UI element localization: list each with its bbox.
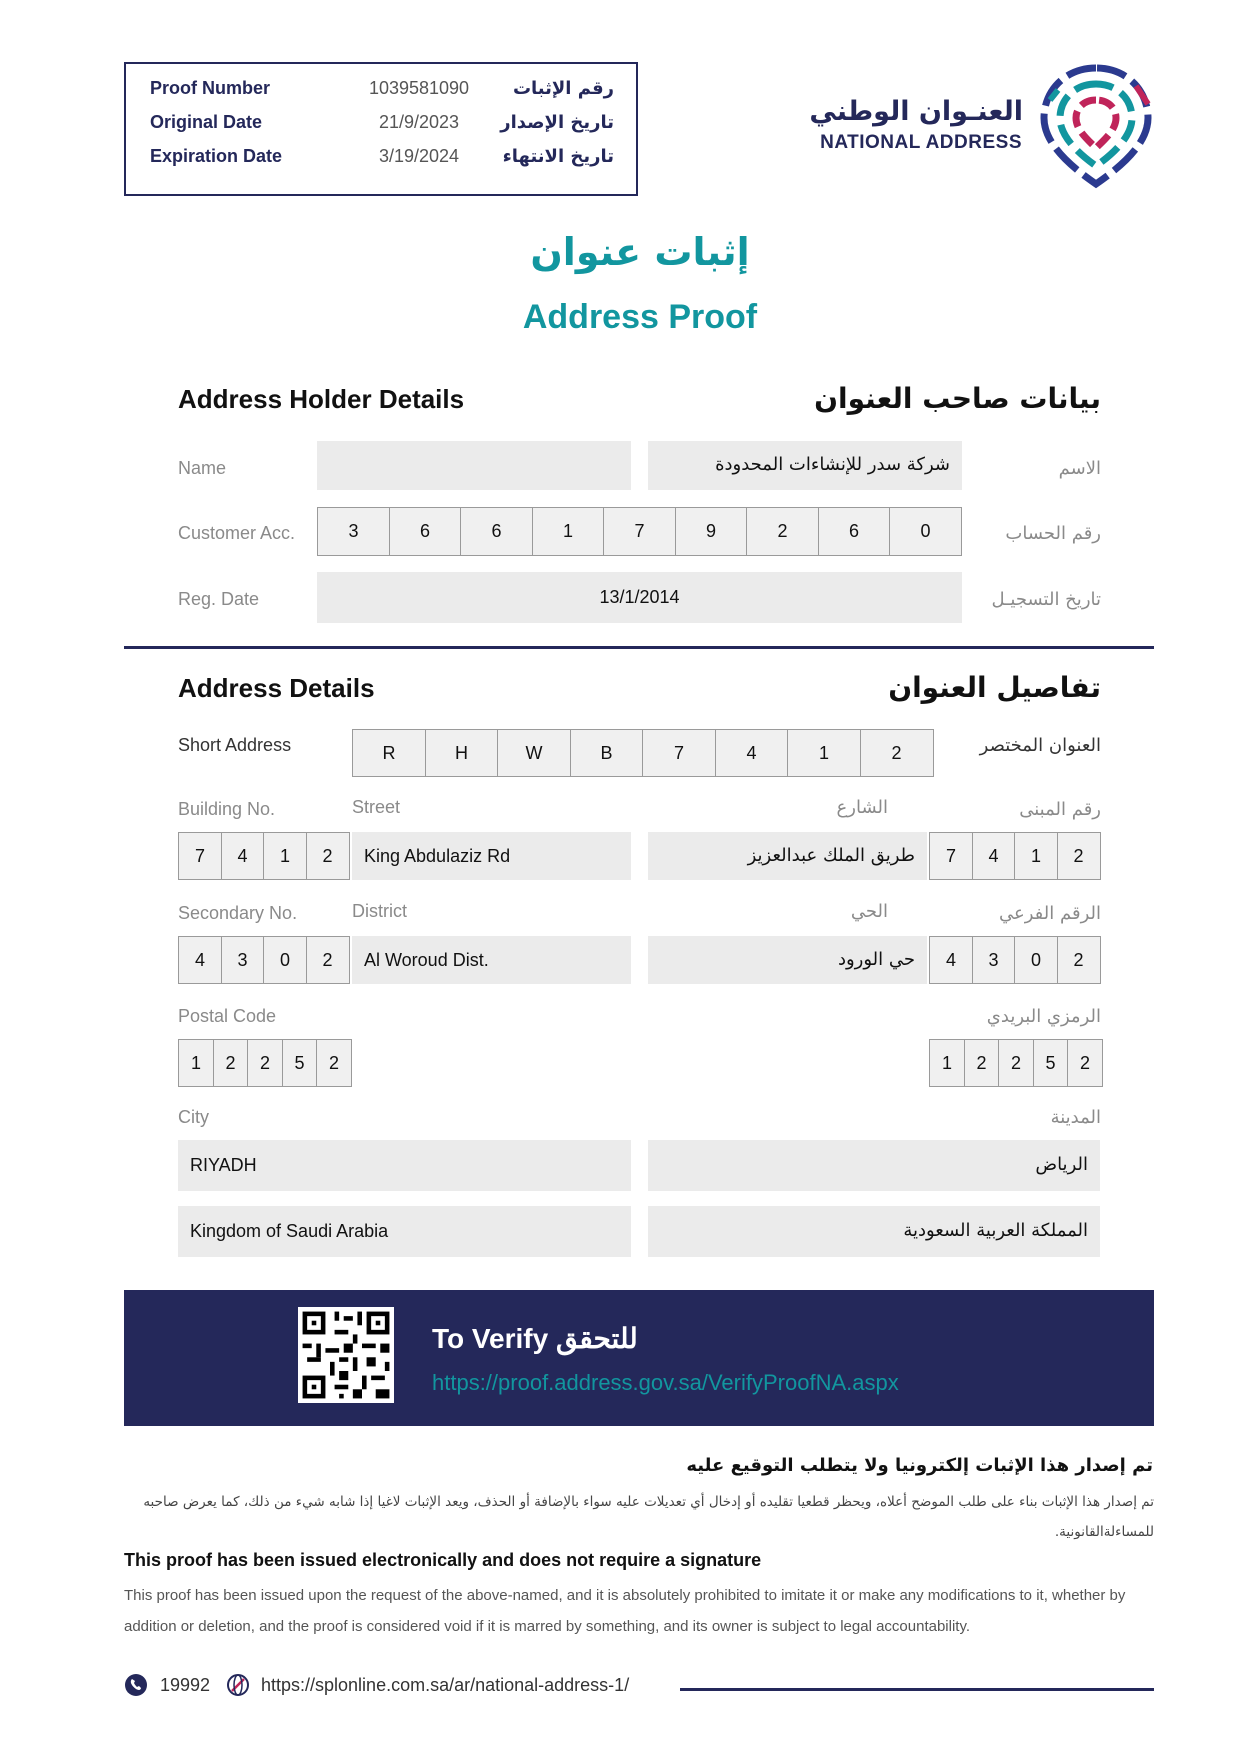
account-digit-cell: 9 (675, 507, 748, 556)
street-field-ar (648, 832, 927, 880)
country-field-en (178, 1206, 631, 1257)
footer-website-link[interactable]: https://splonline.com.sa/ar/national-address-1/ (261, 1675, 630, 1695)
postal-digit-cell: 5 (1033, 1039, 1069, 1087)
postal-code-cells-ar (929, 1039, 1103, 1087)
building-number-cells-en (178, 832, 350, 880)
footer-phone-number[interactable]: 19992 (160, 1675, 211, 1695)
proof-number-label-ar: رقم الإثبات (512, 78, 614, 99)
logo-text-en: NATIONAL ADDRESS (820, 132, 1022, 153)
name-field-en (317, 441, 631, 490)
building-label-en: Building No. (178, 799, 276, 819)
reg-date-value: 13/1/2014 (599, 587, 680, 607)
footer-rule (680, 1688, 1154, 1691)
account-digit-cell: 6 (389, 507, 462, 556)
holder-heading-ar: بيانات صاحب العنوان (814, 382, 1101, 415)
name-label-ar: الاسم (1058, 458, 1101, 479)
city-field-ar (648, 1140, 1100, 1191)
name-field-ar (648, 441, 962, 490)
original-date-value: 21/9/2023 (378, 112, 460, 132)
postal-digit-cell: 1 (929, 1039, 965, 1087)
building-label-ar: رقم المبنى (1019, 799, 1101, 820)
postal-digit-cell: 2 (998, 1039, 1034, 1087)
building-digit-cell: 1 (1014, 832, 1058, 880)
title-ar: إثبات عنوان (530, 230, 750, 274)
short-address-cell: H (425, 729, 499, 777)
street-value-en: King Abdulaziz Rd (364, 846, 511, 866)
reg-date-label-en: Reg. Date (178, 589, 260, 609)
account-label-ar: رقم الحساب (1005, 523, 1101, 544)
verify-label: To Verify للتحقق (432, 1323, 638, 1354)
account-label-en: Customer Acc. (178, 523, 296, 543)
street-field-en (352, 832, 631, 880)
address-heading-ar: تفاصيل العنوان (888, 671, 1101, 704)
building-digit-cell: 2 (306, 832, 350, 880)
holder-heading-en: Address Holder Details (178, 384, 465, 414)
electronic-notice-body-en: This proof has been issued upon the request of the above-named, and it is absolutely prohibited to imitate it or make any modifications to it, whether by addition or deletion, and the proof is considered void if it is marred by something, and its owner is subject to legal accountability. (124, 1587, 1126, 1635)
electronic-notice-title-en: This proof has been issued electronically and does not require a signature (124, 1550, 762, 1570)
building-digit-cell: 7 (178, 832, 222, 880)
postal-digit-cell: 2 (964, 1039, 1000, 1087)
country-value-en: Kingdom of Saudi Arabia (190, 1221, 389, 1241)
name-value-ar: شركة سدر للإنشاءات المحدودة (715, 454, 950, 475)
city-field-en (178, 1140, 631, 1191)
postal-digit-cell: 5 (282, 1039, 318, 1087)
short-address-cells (352, 729, 934, 777)
short-address-label-ar: العنوان المختصر (979, 735, 1101, 756)
city-value-en: RIYADH (190, 1155, 257, 1175)
district-field-ar (648, 936, 927, 984)
country-field-ar (648, 1206, 1100, 1257)
account-digit-cell: 7 (603, 507, 676, 556)
secondary-digit-cell: 2 (306, 936, 350, 984)
secondary-number-cells-ar (929, 936, 1101, 984)
globe-icon (226, 1673, 250, 1697)
short-address-cell: B (570, 729, 644, 777)
secondary-digit-cell: 4 (178, 936, 222, 984)
secondary-digit-cell: 3 (221, 936, 265, 984)
electronic-notice-body-ar: تم إصدار هذا الإثبات بناء على طلب الموضح أعلاه، ويحظر قطعيا تقليده أو إدخال أي تعديلات عليه سواء بالإضافة أو الحذف، ويعد الإثبات لاغيا إذا شابه شيء من ذلك، كما يعرض صاحبه للمساءلةالقانونية. (143, 1494, 1154, 1540)
account-number-cells (317, 507, 962, 556)
building-digit-cell: 1 (263, 832, 307, 880)
phone-icon (124, 1673, 148, 1697)
name-label-en: Name (178, 458, 227, 478)
secondary-number-cells-en (178, 936, 350, 984)
account-digit-cell: 1 (532, 507, 605, 556)
short-address-cell: 2 (860, 729, 934, 777)
short-address-label-en: Short Address (178, 735, 292, 755)
postal-digit-cell: 2 (213, 1039, 249, 1087)
district-label-en: District (352, 901, 407, 921)
logo-text-ar: العنـوان الوطني (809, 96, 1023, 127)
verify-link[interactable]: https://proof.address.gov.sa/VerifyProofNA.aspx (432, 1370, 899, 1395)
postal-digit-cell: 1 (178, 1039, 214, 1087)
secondary-label-ar: الرقم الفرعي (999, 903, 1101, 924)
short-address-cell: 7 (642, 729, 716, 777)
electronic-notice-title-ar: تم إصدار هذا الإثبات إلكترونيا ولا يتطلب التوقيع عليه (686, 1455, 1153, 1476)
expiration-date-value: 3/19/2024 (378, 146, 460, 166)
building-digit-cell: 7 (929, 832, 973, 880)
expiration-date-label: Expiration Date (150, 146, 283, 166)
street-label-ar: الشارع (836, 797, 888, 818)
title-en: Address Proof (522, 298, 758, 336)
country-value-ar: المملكة العربية السعودية (903, 1220, 1088, 1241)
postal-label-ar: الرمزي البريدي (986, 1006, 1101, 1027)
original-date-label-ar: تاريخ الإصدار (500, 112, 614, 133)
postal-code-cells-en (178, 1039, 352, 1087)
postal-digit-cell: 2 (1067, 1039, 1103, 1087)
secondary-digit-cell: 0 (263, 936, 307, 984)
district-value-ar: حي الورود (837, 949, 915, 970)
city-value-ar: الرياض (1035, 1154, 1088, 1175)
reg-date-field (317, 572, 962, 623)
proof-info-box (124, 62, 638, 196)
reg-date-label-ar: تاريخ التسجيـل (991, 589, 1101, 610)
city-label-en: City (178, 1107, 209, 1127)
building-digit-cell: 4 (221, 832, 265, 880)
street-value-ar: طريق الملك عبدالعزيز (747, 845, 915, 866)
short-address-cell: 4 (715, 729, 789, 777)
account-digit-cell: 6 (460, 507, 533, 556)
street-label-en: Street (352, 797, 401, 817)
building-digit-cell: 2 (1057, 832, 1101, 880)
proof-number-label: Proof Number (150, 78, 271, 98)
expiration-date-label-ar: تاريخ الانتهاء (502, 146, 614, 167)
postal-digit-cell: 2 (316, 1039, 352, 1087)
district-label-ar: الحي (850, 901, 888, 922)
proof-number-row (126, 78, 636, 108)
qr-code-icon[interactable] (298, 1307, 394, 1403)
secondary-label-en: Secondary No. (178, 903, 298, 923)
section-divider (124, 646, 1154, 649)
original-date-row (126, 112, 636, 142)
district-value-en: Al Woroud Dist. (364, 950, 489, 970)
expiration-date-row (126, 146, 636, 176)
account-digit-cell: 3 (317, 507, 390, 556)
postal-label-en: Postal Code (178, 1006, 277, 1026)
secondary-digit-cell: 4 (929, 936, 973, 984)
short-address-cell: R (352, 729, 426, 777)
postal-digit-cell: 2 (247, 1039, 283, 1087)
original-date-label: Original Date (150, 112, 263, 132)
secondary-digit-cell: 0 (1014, 936, 1058, 984)
national-address-pin-logo-icon (1036, 60, 1156, 190)
verify-banner (124, 1290, 1154, 1426)
proof-number-value: 1039581090 (368, 78, 470, 98)
account-digit-cell: 0 (889, 507, 962, 556)
address-heading-en: Address Details (178, 673, 375, 703)
building-digit-cell: 4 (972, 832, 1016, 880)
secondary-digit-cell: 3 (972, 936, 1016, 984)
secondary-digit-cell: 2 (1057, 936, 1101, 984)
account-digit-cell: 2 (746, 507, 819, 556)
short-address-cell: W (497, 729, 571, 777)
district-field-en (352, 936, 631, 984)
building-number-cells-ar (929, 832, 1101, 880)
short-address-cell: 1 (787, 729, 861, 777)
city-label-ar: المدينة (1050, 1107, 1101, 1128)
account-digit-cell: 6 (818, 507, 891, 556)
